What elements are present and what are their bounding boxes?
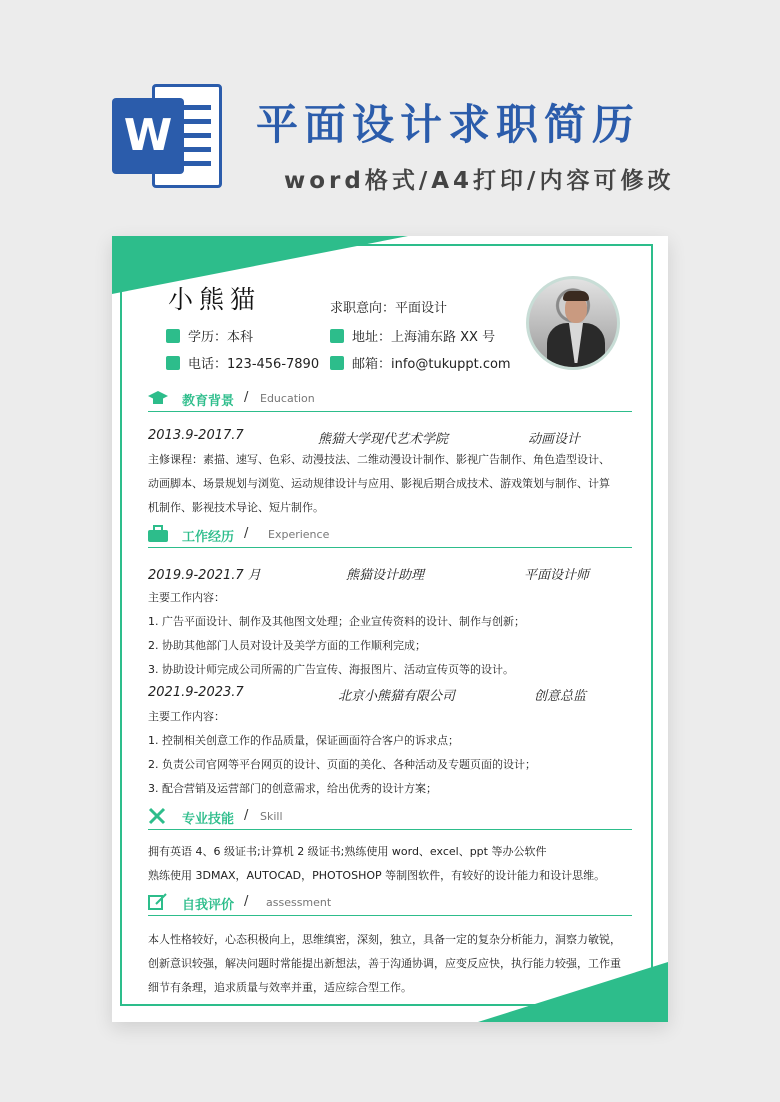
job-duty: 1. 控制相关创意工作的作品质量，保证画面符合客户的诉求点； [148, 734, 459, 747]
word-letter: W [112, 98, 184, 174]
mail-icon [330, 356, 344, 370]
evaluation-line: 本人性格较好，心态积极向上，思维缜密，深刻，独立，具备一定的复杂分析能力，洞察力敏锐， [148, 933, 621, 946]
phone-info-text: 电话：123-456-7890 [188, 357, 320, 372]
job-heading: 主要工作内容： [148, 591, 225, 604]
job-row [148, 685, 632, 703]
building-icon [330, 329, 344, 343]
course-line: 动画脚本、场景规划与浏览、运动规律设计与应用、影视后期合成技术、游戏策划与制作、计算 [148, 477, 610, 490]
page-header [0, 0, 780, 230]
section-title-en: Experience [268, 528, 330, 541]
section-skills: 专业技能 / Skill [148, 806, 632, 830]
email-info-text: 邮箱：info@tukuppt.com [352, 357, 511, 372]
tools-icon [148, 807, 168, 825]
address-info-text: 地址：上海浦东路 XX 号 [352, 330, 496, 345]
section-experience: 工作经历 / Experience [148, 524, 632, 548]
evaluation-text [148, 928, 632, 1000]
candidate-name: 小熊猫 [168, 285, 262, 314]
section-title-en: Education [260, 392, 315, 405]
address-info [330, 326, 495, 345]
job-heading: 主要工作内容： [148, 710, 225, 723]
course-line: 机制作、影视技术导论、短片制作。 [148, 501, 324, 514]
job-duty: 2. 负责公司官网等平台网页的设计、页面的美化、各种活动及专题页面的设计； [148, 758, 536, 771]
course-line: 主修课程：素描、速写、色彩、动漫技法、二维动漫设计制作、影视广告制作、角色造型设计、 [148, 453, 610, 466]
job-role: 平面设计师 [524, 568, 590, 583]
avatar [526, 276, 620, 370]
education-major: 动画设计 [528, 432, 581, 447]
job-period: 2019.9-2021.7 月 [148, 568, 261, 583]
section-title: 专业技能 [182, 812, 235, 827]
person-icon [166, 329, 180, 343]
job-period: 2021.9-2023.7 [148, 685, 244, 700]
job-company: 熊猫设计助理 [346, 568, 425, 583]
section-title: 教育背景 [182, 394, 235, 409]
evaluation-line: 细节有条理，追求质量与效率并重，适应综合型工作。 [148, 981, 412, 994]
job-duty: 2. 协助其他部门人员对设计及美学方面的工作顺利完成； [148, 639, 426, 652]
section-title-en: Skill [260, 810, 283, 823]
section-evaluation: 自我评价 / assessment [148, 892, 632, 916]
job-duty: 3. 协助设计师完成公司所需的广告宣传、海报图片、活动宣传页等的设计。 [148, 663, 514, 676]
evaluation-line: 创新意识较强，解决问题时常能提出新想法，善于沟通协调，应变反应快，执行能力较强，工作重 [148, 957, 621, 970]
page-title: 平面设计求职简历 [256, 100, 641, 149]
education-courses [148, 448, 632, 520]
education-period: 2013.9-2017.7 [148, 428, 244, 443]
job-description [148, 705, 632, 801]
education-info [166, 326, 253, 345]
skills-text [148, 840, 632, 888]
skill-line: 拥有英语 4、6 级证书;计算机 2 级证书;熟练使用 word、excel、ppt 等办公软件 [148, 845, 547, 858]
skill-line: 熟练使用 3DMAX，AUTOCAD，PHOTOSHOP 等制图软件，有较好的设计能力和设计思维。 [148, 869, 606, 882]
page-subtitle: word格式/A4打印/内容可修改 [284, 168, 675, 194]
section-education: 教育背景 / Education [148, 388, 632, 412]
job-description [148, 586, 632, 682]
briefcase-icon [148, 525, 168, 543]
job-intent: 求职意向：平面设计 [330, 301, 448, 316]
education-row [148, 428, 632, 446]
job-role: 创意总监 [534, 689, 587, 704]
job-duty: 3. 配合营销及运营部门的创意需求，给出优秀的设计方案； [148, 782, 437, 795]
resume-sheet [112, 236, 668, 1022]
edit-icon [148, 893, 168, 911]
job-duty: 1. 广告平面设计、制作及其他图文处理；企业宣传资料的设计、制作与创新； [148, 615, 525, 628]
section-title-en: assessment [266, 896, 332, 909]
education-info-text: 学历：本科 [188, 330, 254, 345]
phone-info [166, 353, 319, 372]
job-row [148, 564, 632, 582]
phone-icon [166, 356, 180, 370]
job-company: 北京小熊猫有限公司 [338, 689, 456, 704]
section-title: 工作经历 [182, 530, 235, 545]
graduation-cap-icon [148, 389, 168, 407]
word-icon [112, 82, 224, 190]
education-school: 熊猫大学现代艺术学院 [318, 432, 449, 447]
email-info [330, 353, 511, 372]
section-title: 自我评价 [182, 898, 235, 913]
